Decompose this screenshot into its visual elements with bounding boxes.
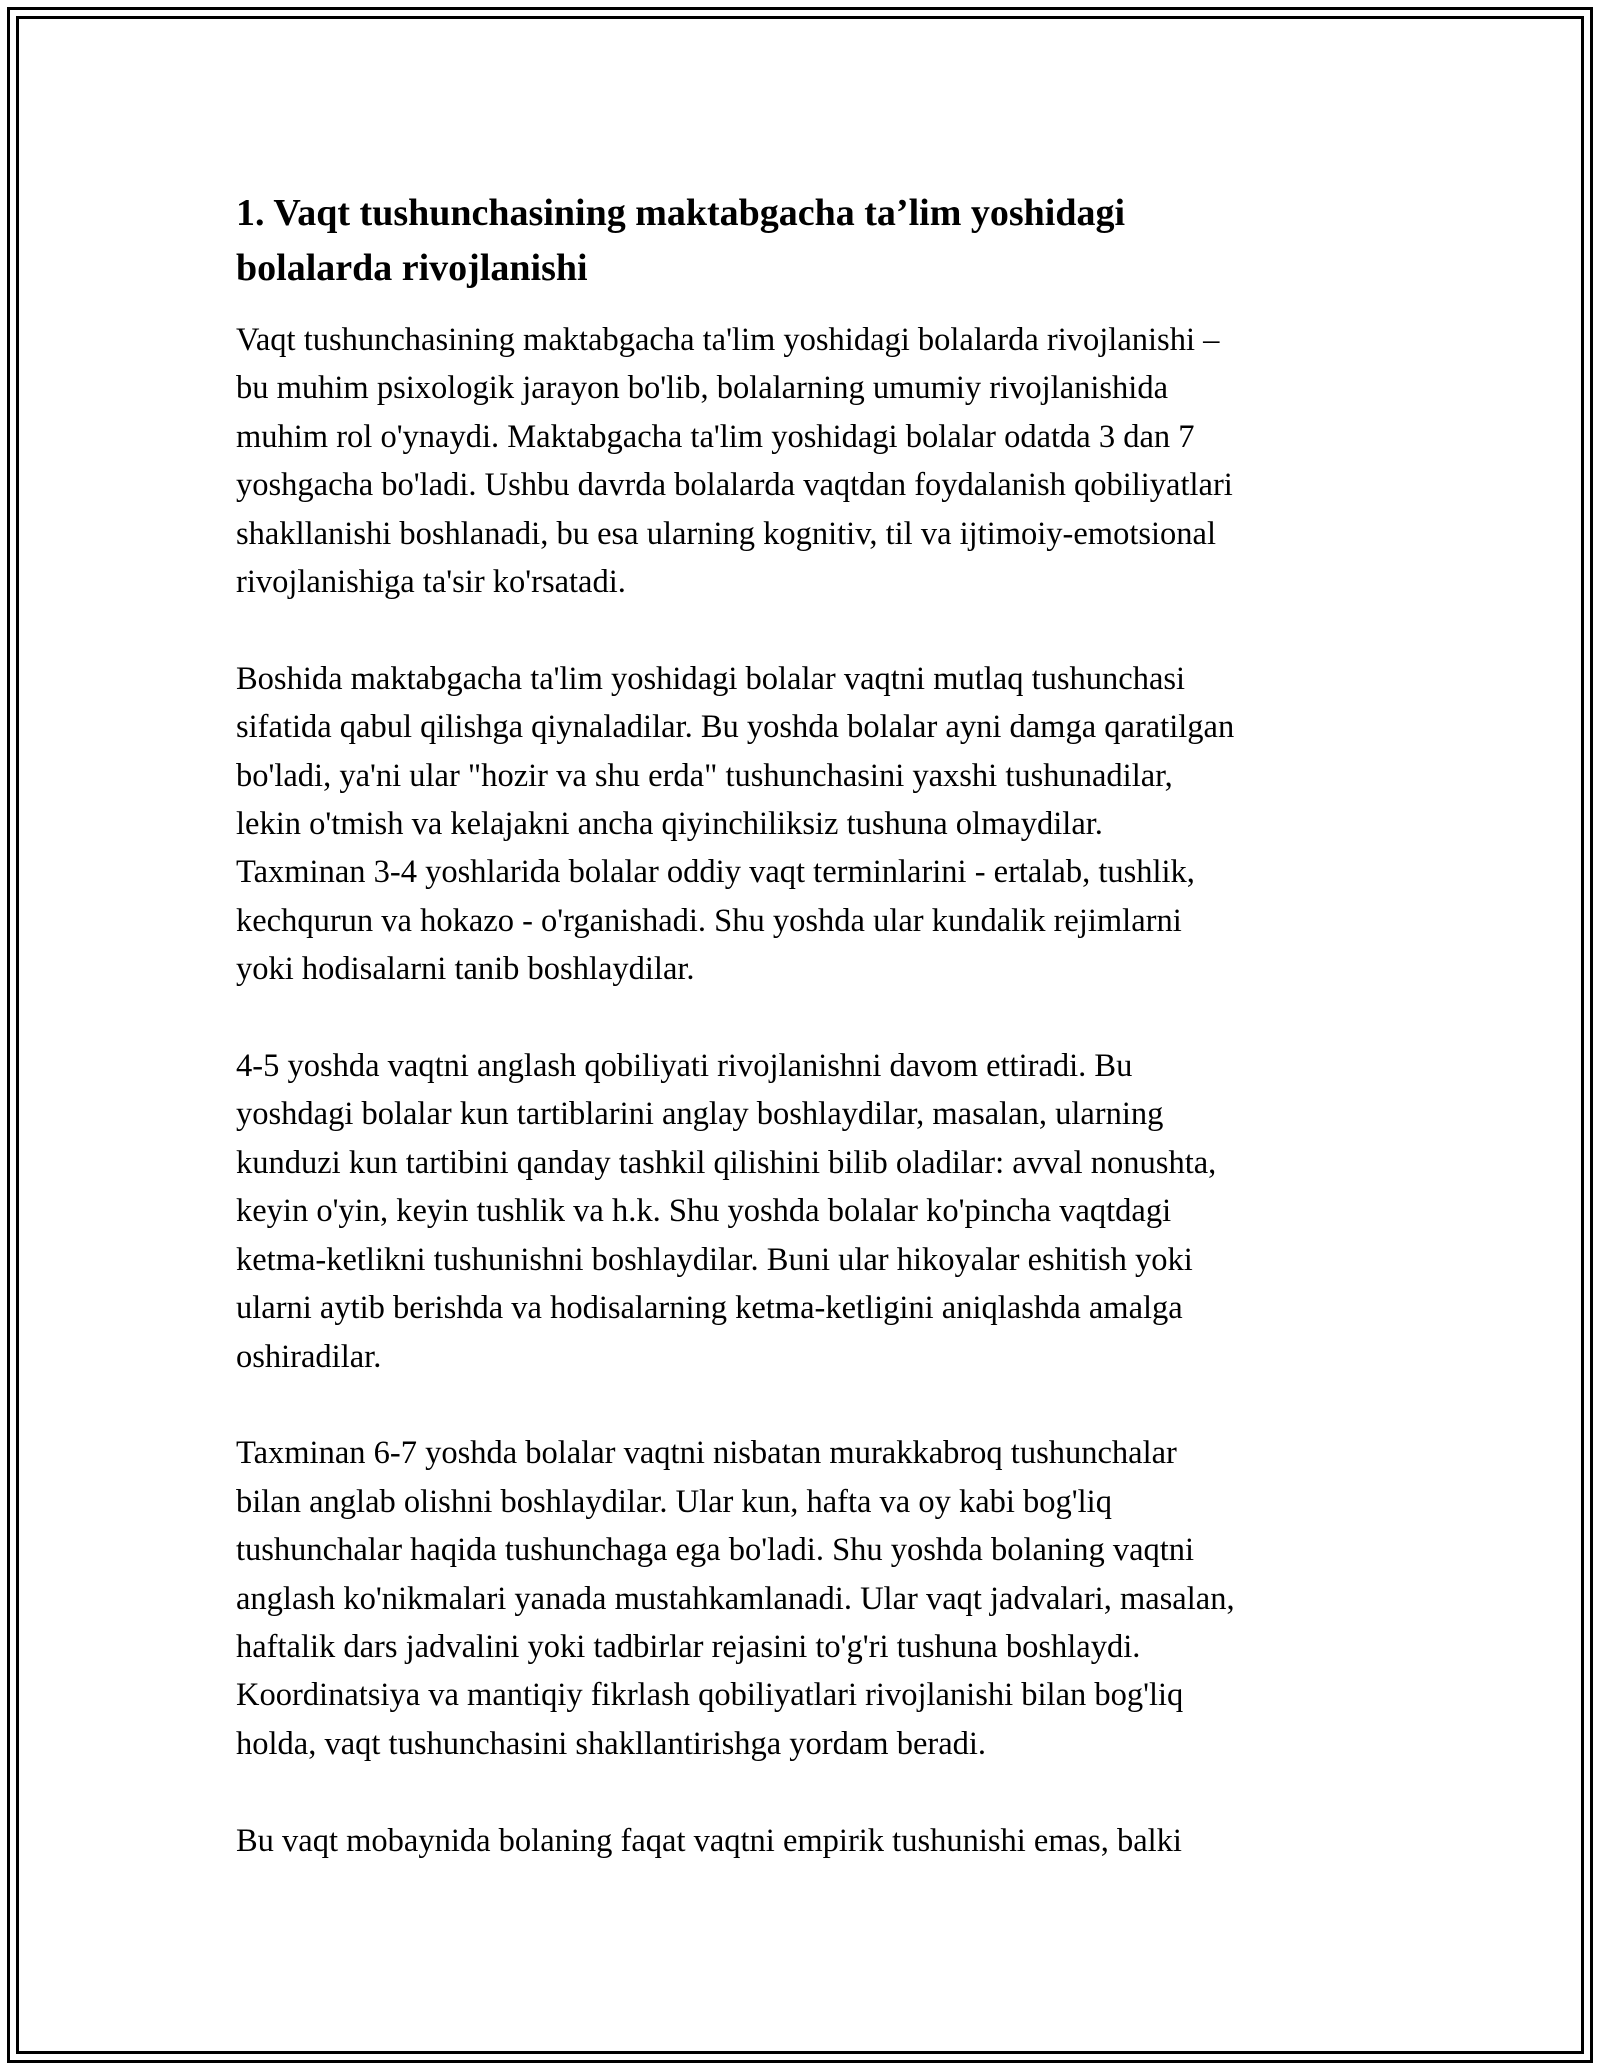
text-line: 4-5 yoshda vaqtni anglash qobiliyati rivojlanishni davom ettiradi. Bu: [236, 1048, 1133, 1085]
text-line: holda, vaqt tushunchasini shakllantirishga yordam beradi.: [236, 1725, 987, 1762]
text-line: bu muhim psixologik jarayon bo'lib, bolalarning umumiy rivojlanishida: [236, 370, 1169, 407]
text-line: yoshgacha bo'ladi. Ushbu davrda bolalarda vaqtdan foydalanish qobiliyatlari: [236, 467, 1233, 504]
text-line: tushunchalar haqida tushunchaga ega bo'ladi. Shu yoshda bolaning vaqtni: [236, 1532, 1195, 1569]
text-line: kechqurun va hokazo - o'rganishadi. Shu yoshda ular kundalik rejimlarni: [236, 902, 1182, 939]
text-line: yoki hodisalarni tanib boshlaydilar.: [236, 951, 695, 988]
text-line: anglash ko'nikmalari yanada mustahkamlanadi. Ular vaqt jadvalari, masalan,: [236, 1580, 1235, 1617]
text-line: ularni aytib berishda va hodisalarning ketma-ketligini aniqlashda amalga: [236, 1290, 1183, 1327]
text-line: sifatida qabul qilishga qiynaladilar. Bu yoshda bolalar ayni damga qaratilgan: [236, 709, 1235, 746]
paragraph-4: [236, 1429, 1386, 1768]
text-line: rivojlanishiga ta'sir ko'rsatadi.: [236, 564, 626, 601]
text-line: bo'ladi, ya'ni ular "hozir va shu erda" tushunchasini yaxshi tushunadilar,: [236, 757, 1173, 794]
text-line: lekin o'tmish va kelajakni ancha qiyinchiliksiz tushuna olmaydilar.: [236, 806, 1103, 843]
section-heading: [236, 186, 1386, 296]
paragraph-2: [236, 655, 1386, 994]
text-line: Vaqt tushunchasining maktabgacha ta'lim yoshidagi bolalarda rivojlanishi –: [236, 322, 1220, 358]
text-line: keyin o'yin, keyin tushlik va h.k. Shu yoshda bolalar ko'pincha vaqtdagi: [236, 1193, 1172, 1230]
text-line: Bu vaqt mobaynida bolaning faqat vaqtni empirik tushunishi emas, balki: [236, 1822, 1182, 1859]
text-line: bilan anglab olishni boshlaydilar. Ular kun, hafta va oy kabi bog'liq: [236, 1483, 1112, 1520]
text-line: Taxminan 3-4 yoshlarida bolalar oddiy vaqt terminlarini - ertalab, tushlik,: [236, 854, 1195, 891]
paragraph-1: [236, 316, 1386, 606]
text-line: muhim rol o'ynaydi. Maktabgacha ta'lim yoshidagi bolalar odatda 3 dan 7: [236, 418, 1195, 455]
heading-line: bolalarda rivojlanishi: [236, 247, 588, 289]
text-line: haftalik dars jadvalini yoki tadbirlar rejasini to'g'ri tushuna boshlaydi.: [236, 1628, 1141, 1665]
text-line: yoshdagi bolalar kun tartiblarini anglay boshlaydilar, masalan, ularning: [236, 1096, 1164, 1133]
text-line: oshiradilar.: [236, 1338, 382, 1375]
paragraph-3: [236, 1042, 1386, 1381]
text-line: shakllanishi boshlanadi, bu esa ularning kognitiv, til va ijtimoiy-emotsional: [236, 515, 1216, 552]
text-line: Taxminan 6-7 yoshda bolalar vaqtni nisbatan murakkabroq tushunchalar: [236, 1435, 1177, 1472]
text-line: Koordinatsiya va mantiqiy fikrlash qobiliyatlari rivojlanishi bilan bog'liq: [236, 1677, 1184, 1714]
text-line: Boshida maktabgacha ta'lim yoshidagi bolalar vaqtni mutlaq tushunchasi: [236, 660, 1186, 697]
text-line: kunduzi kun tartibini qanday tashkil qilishini bilib oladilar: avval nonushta,: [236, 1144, 1217, 1181]
heading-line: 1. Vaqt tushunchasining maktabgacha ta’lim yoshidagi: [236, 192, 1126, 234]
paragraph-5: [236, 1817, 1386, 1865]
text-line: ketma-ketlikni tushunishni boshlaydilar. Buni ular hikoyalar eshitish yoki: [236, 1241, 1193, 1278]
document-body: [236, 186, 1386, 1913]
